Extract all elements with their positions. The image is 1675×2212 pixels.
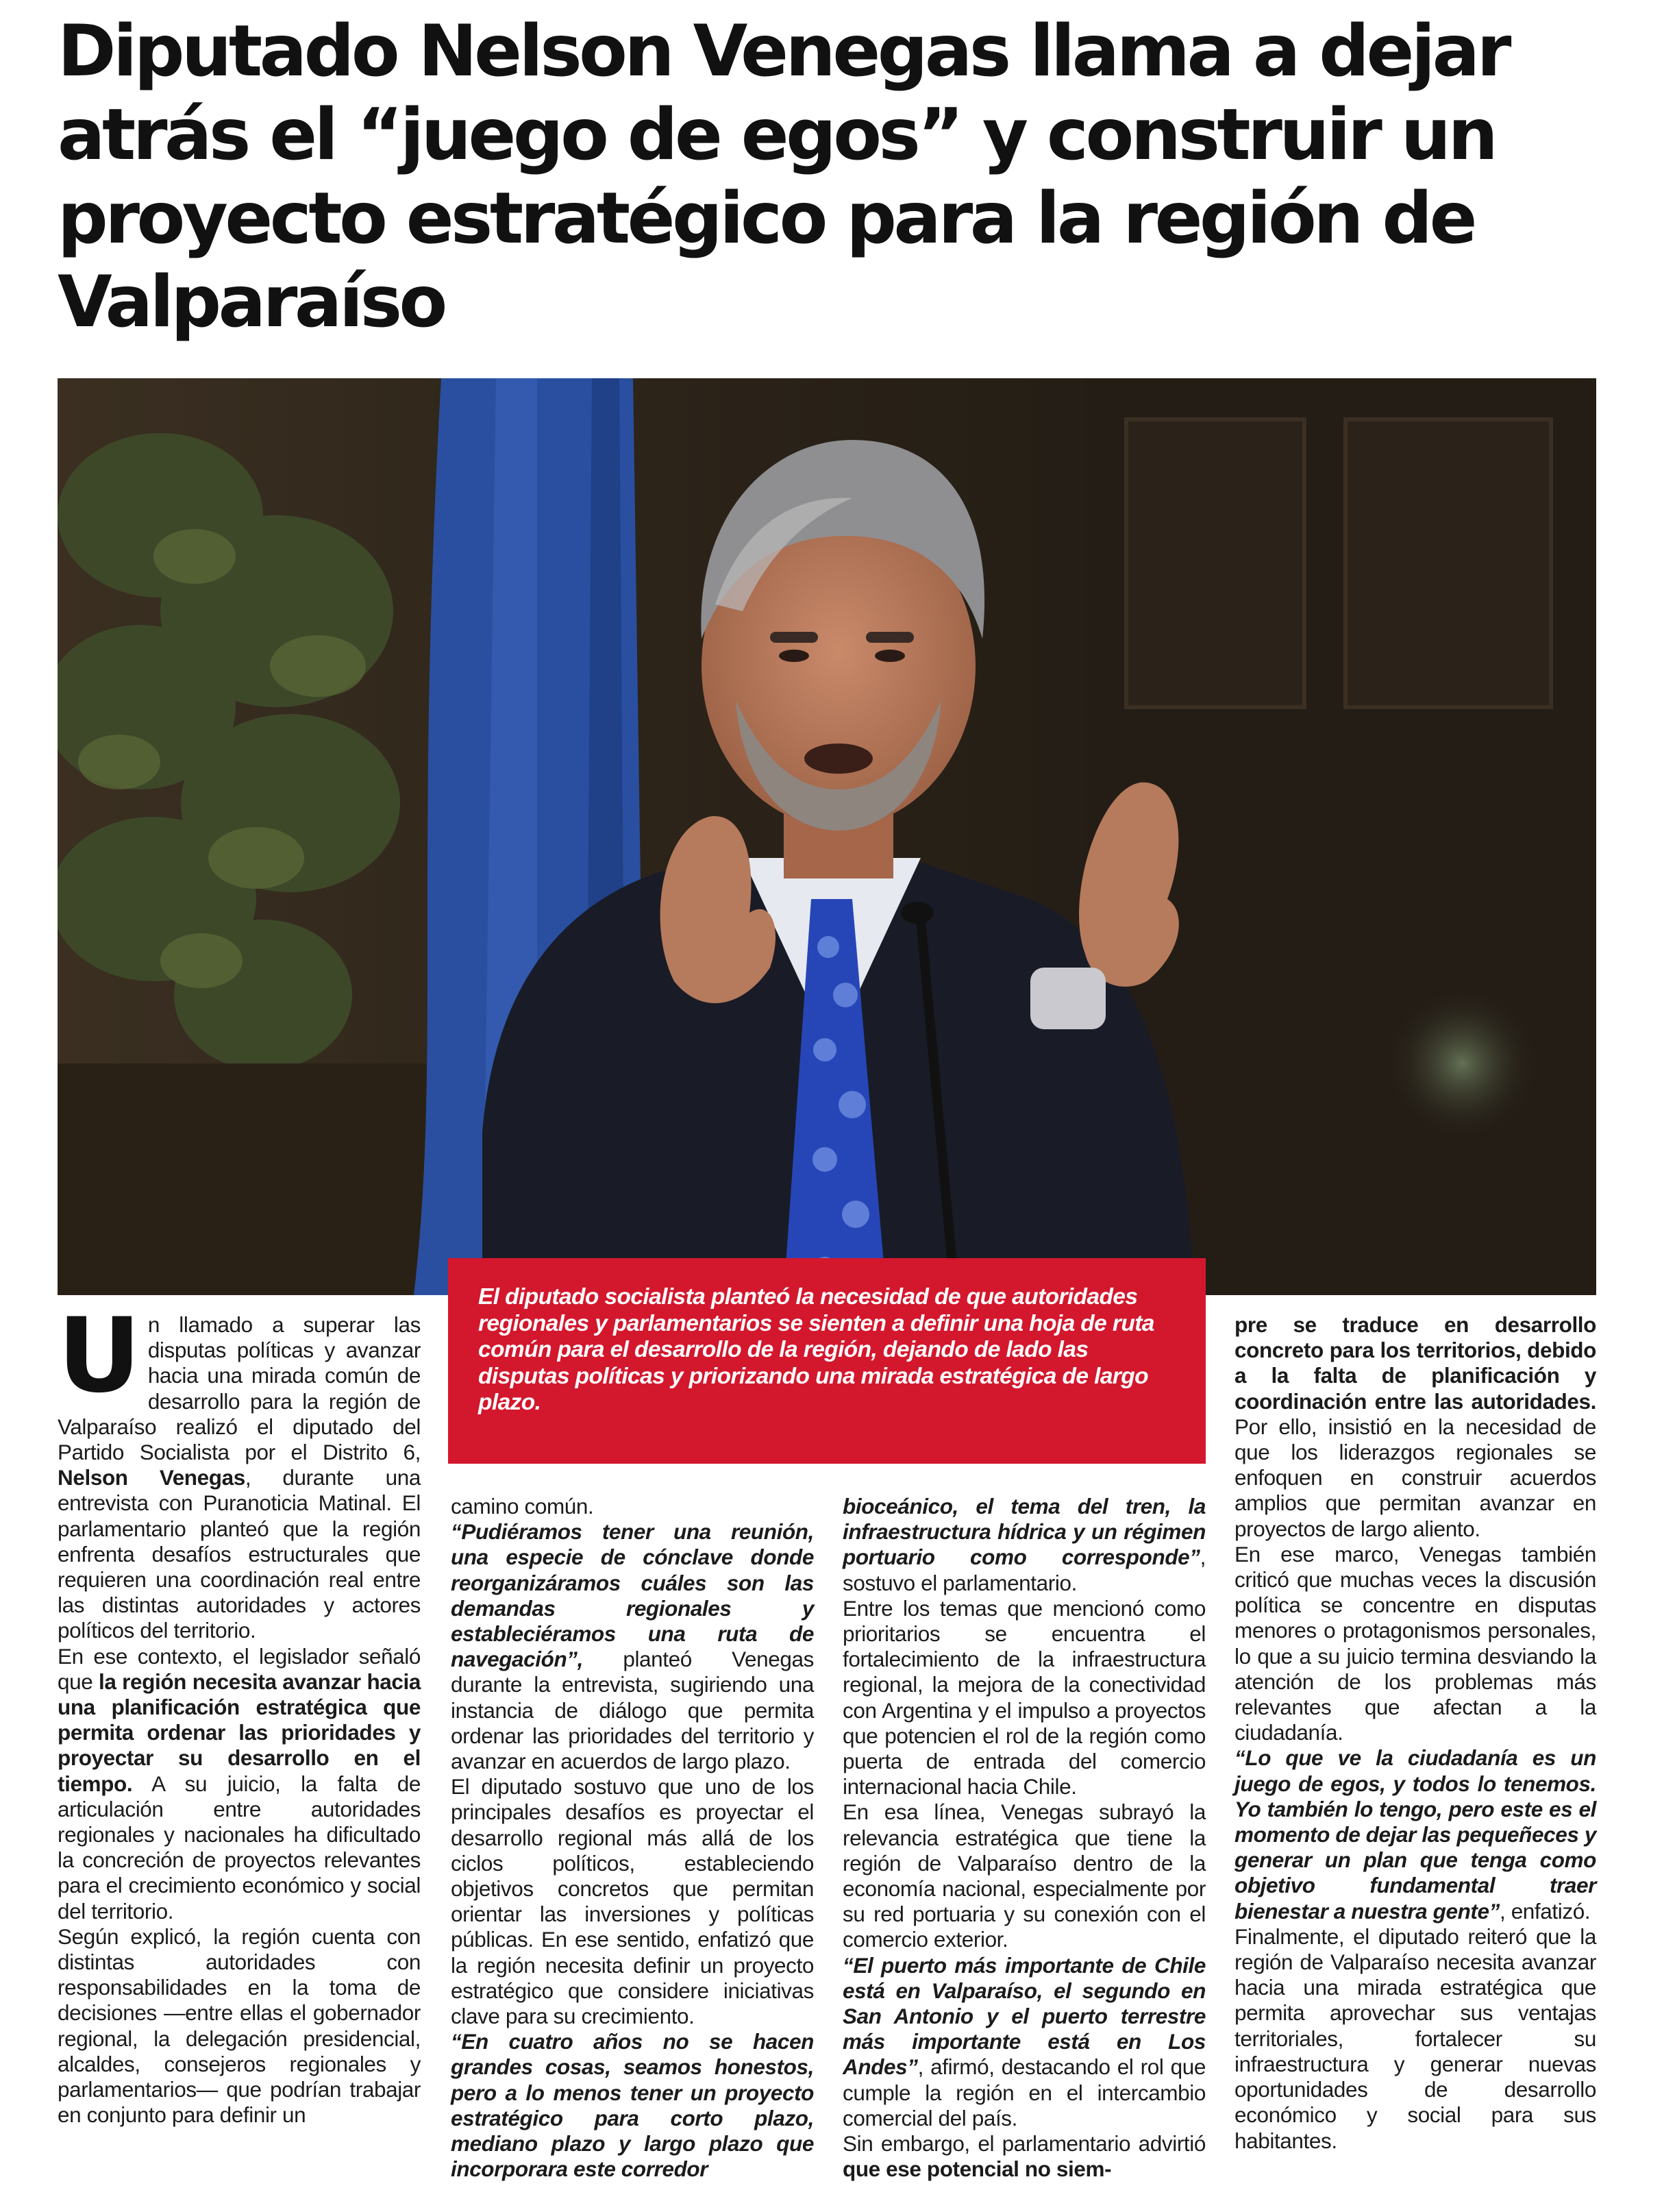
article-column-1 [58,1297,421,2128]
quote: “El puerto más importante de Chile está en Valparaíso, el segundo en San Antonio y el puerto terrestre más importante está en Los Andes” [843,1952,1206,2080]
bold-text: que ese potencial no siem- [843,2156,1112,2182]
article-headline: Diputado Nelson Venegas llama a dejar atrás el “juego de egos” y construir un proyecto estratégico para la región de Valparaíso [58,10,1509,343]
text-run: Sin embargo, el parlamentario advirtió [843,2131,1206,2156]
quote: “En cuatro años no se hacen grandes cosas, seamos honestos, pero a lo menos tener un proyecto estratégico para corto plazo, mediano plazo y largo plazo que incorporara este corredor [451,2029,814,2182]
bold-name: Nelson Venegas [58,1465,245,1490]
paragraph: En ese marco, Venegas también criticó que muchas veces la discusión política se concentre en disputas menores o protagonismos personales, lo que a su juicio termina desviando la atención de los problemas más relevantes que afectan a la ciudadanía. [1234,1541,1596,1745]
article-column-3 [843,1494,1206,2182]
photo-caption-box [448,1258,1206,1464]
text-run: , afirmó, destacando el rol que cumple la región en el intercambio comercial del país. [843,2054,1206,2130]
quote: bioceánico, el tema del tren, la infraestructura hídrica y un régimen portuario como corresponde” [843,1494,1206,1570]
paragraph [58,1644,421,1924]
paragraph [1234,1745,1596,1924]
paragraph [843,1953,1206,2131]
paragraph: Según explicó, la región cuenta con distintas autoridades con responsabilidades en la toma de decisiones —entre ellas el gobernador regional, la delegación presidencial, alcaldes, consejeros regionales y parlamentarios— que podrían trabajar en conjunto para definir un [58,1924,421,2128]
text-run: En ese contexto, el legislador señaló que [58,1643,421,1694]
text-run: Por ello, insistió en la necesidad de que los liderazgos regionales se enfoquen en construir acuerdos amplios que permitan avanzar en proyectos de largo aliento. [1234,1414,1596,1541]
text-run: , durante una entrevista con Puranoticia Matinal. El parlamentario planteó que la región enfrenta desafíos estructurales que requieren una coordinación real entre las distintas autoridades y actores políticos del territorio. [58,1465,421,1643]
paragraph: En esa línea, Venegas subrayó la relevancia estratégica que tiene la región de Valparaíso dentro de la economía nacional, especialmente por su red portuaria y su conexión con el comercio exterior. [843,1799,1206,1952]
photo-caption: El diputado socialista planteó la necesidad de que autoridades regionales y parlamentarios se sienten a definir una hoja de ruta común para el desarrollo de la región, dejando de lado las disputas políticas y priorizando una mirada estratégica de largo plazo. [478,1284,1154,1415]
quote: “Pudiéramos tener una reunión, una especie de cónclave donde reorganizáramos cuáles son las demandas regionales y estableciéramos una ruta de navegación”, [451,1519,814,1672]
paragraph: Finalmente, el diputado reiteró que la región de Valparaíso necesita avanzar hacia una mirada estratégica que permita aprovechar sus ventajas territoriales, fortalecer su infraestructura y generar nuevas oportunidades de desarrollo económico y social para sus habitantes. [1234,1924,1596,2153]
paragraph [843,1494,1206,1596]
text-run: , enfatizó. [1499,1898,1591,1924]
article-photo [58,378,1596,1295]
article-column-4 [1234,1312,1596,2154]
text-run: A su juicio, la falta de articulación entre autoridades regionales y nacionales ha dificultado la concreción de proyectos relevantes para el crecimiento económico y social del territorio. [58,1771,421,1924]
text-run: planteó Venegas durante la entrevista, sugiriendo una instancia de diálogo que permita ordenar las prioridades del territorio y avanzar en acuerdos de largo plazo. [451,1647,814,1774]
paragraph [58,1297,421,1644]
bold-text: pre se traduce en desarrollo concreto para los territorios, debido a la falta de planificación y coordinación entre las autoridades. [1234,1312,1596,1414]
paragraph [1234,1312,1596,1542]
text-run: n llamado a superar las disputas políticas y avanzar hacia una mirada común de desarrollo para la región de Valparaíso realizó el diputado del Partido Socialista por el Distrito 6, [58,1312,421,1465]
paragraph: Entre los temas que mencionó como prioritarios se encuentra el fortalecimiento de la infraestructura regional, la mejora de la conectividad con Argentina y el impulso a proyectos que potencien el rol de la región como puerta de entrada del comercio internacional hacia Chile. [843,1595,1206,1799]
article-column-2 [451,1494,814,2182]
quote: “Lo que ve la ciudadanía es un juego de egos, y todos lo tenemos. Yo también lo tengo, pero este es el momento de dejar las pequeñeces y generar un plan que tenga como objetivo fundamental traer bienestar a nuestra gente” [1234,1745,1596,1924]
paragraph: El diputado sostuvo que uno de los principales desafíos es proyectar el desarrollo regional más allá de los ciclos políticos, estableciendo objetivos concretos que permitan orientar las inversiones y políticas públicas. En ese sentido, enfatizó que la región necesita definir un proyecto estratégico que considere iniciativas clave para su crecimiento. [451,1774,814,2029]
paragraph [843,2131,1206,2182]
bold-text: la región necesita avanzar hacia una planificación estratégica que permita ordenar las prioridades y proyectar su desarrollo en el tiempo. [58,1669,421,1796]
text-run: , sostuvo el parlamentario. [843,1545,1206,1595]
paragraph [451,1519,814,1774]
drop-cap: U [58,1297,138,1416]
photo-illustration [58,378,1596,1295]
paragraph [451,2029,814,2182]
paragraph: camino común. [451,1494,594,1519]
